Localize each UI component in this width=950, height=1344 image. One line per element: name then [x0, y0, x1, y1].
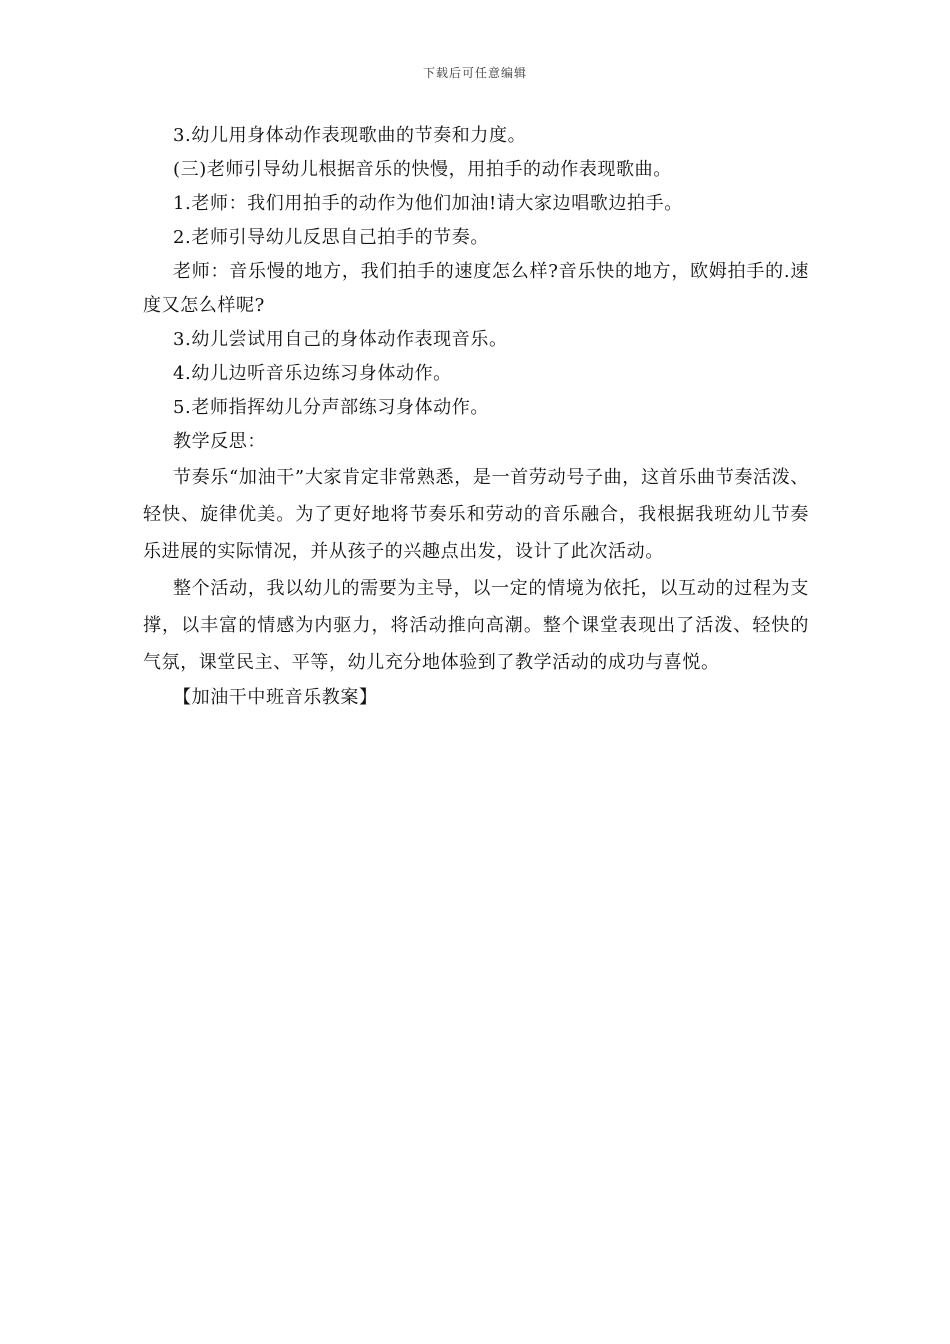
paragraph-step-2-reflect: 2.老师引导幼儿反思自己拍手的节奏。: [173, 227, 489, 248]
page-header-note: 下载后可任意编辑: [422, 66, 527, 80]
paragraph-step-4-practice: 4.幼儿边听音乐边练习身体动作。: [173, 363, 452, 384]
document-body: [143, 119, 809, 715]
paragraph-step-1-clap: 1.老师：我们用拍手的动作为他们加油!请大家边唱歌边拍手。: [173, 193, 683, 214]
paragraph-step-5-parts: 5.老师指挥幼儿分声部练习身体动作。: [173, 397, 489, 418]
paragraph-step-3-rhythm: 3.幼儿用身体动作表现歌曲的节奏和力度。: [173, 125, 527, 146]
paragraph-reflection-2: 整个活动，我以幼儿的需要为主导，以一定的情境为依托，以互动的过程为支撑，以丰富的情感为内驱力，将活动推向高潮。整个课堂表现出了活泼、轻快的气氛，课堂民主、平等，幼儿充分地体验到了教学活动的成功与喜悦。: [143, 578, 809, 673]
paragraph-reflection-1: 节奏乐“加油干”大家肯定非常熟悉，是一首劳动号子曲，这首乐曲节奏活泼、轻快、旋律优美。为了更好地将节奏乐和劳动的音乐融合，我根据我班幼儿节奏乐进展的实际情况，并从孩子的兴趣点出发，设计了此次活动。: [143, 467, 809, 562]
paragraph-step-3-try: 3.幼儿尝试用自己的身体动作表现音乐。: [173, 329, 508, 350]
paragraph-reflection-heading: 教学反思：: [173, 431, 266, 452]
paragraph-title-bracket: 【加油干中班音乐教案】: [173, 687, 378, 708]
paragraph-teacher-question: 老师：音乐慢的地方，我们拍手的速度怎么样?音乐快的地方，欧姆拍手的.速度又怎么样呢?: [143, 261, 809, 316]
paragraph-section-3: (三)老师引导幼儿根据音乐的快慢，用拍手的动作表现歌曲。: [173, 159, 672, 180]
